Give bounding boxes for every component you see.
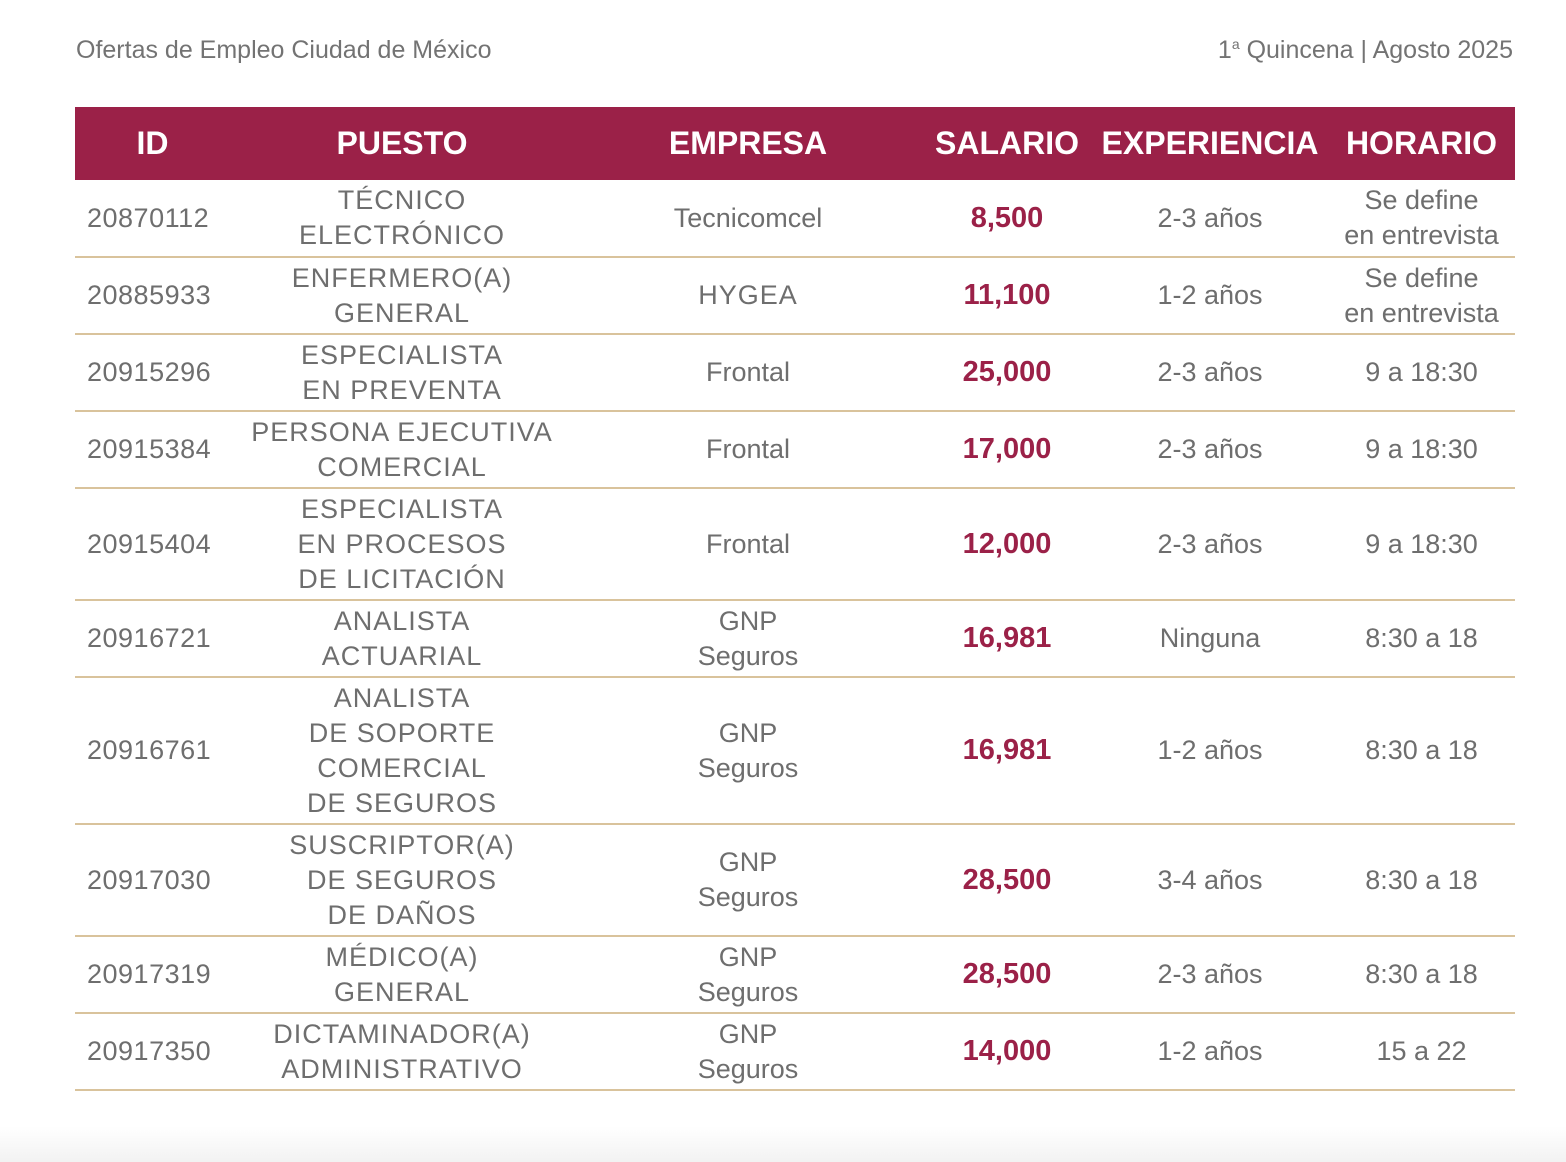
period-ordinal: a [1231,36,1240,52]
cell-salario: 17,000 [922,411,1092,488]
cell-puesto: DICTAMINADOR(A) ADMINISTRATIVO [230,1013,574,1090]
table-row [75,677,1515,824]
column-header-empresa: EMPRESA [574,107,922,180]
table-row [75,257,1515,334]
table-row [75,488,1515,600]
period-label [1218,36,1513,65]
cell-puesto: ESPECIALISTA EN PREVENTA [230,334,574,411]
column-header-experiencia: EXPERIENCIA [1092,107,1328,180]
cell-salario: 16,981 [922,600,1092,677]
cell-salario: 16,981 [922,677,1092,824]
cell-empresa: GNP Seguros [574,600,922,677]
cell-id: 20916721 [75,600,230,677]
cell-id: 20915384 [75,411,230,488]
cell-experiencia: 1-2 años [1092,677,1328,824]
column-header-id: ID [75,107,230,180]
cell-puesto: SUSCRIPTOR(A) DE SEGUROS DE DAÑOS [230,824,574,936]
cell-horario: 9 a 18:30 [1328,411,1515,488]
cell-horario: Se define en entrevista [1328,257,1515,334]
cell-horario: 8:30 a 18 [1328,936,1515,1013]
cell-horario: 8:30 a 18 [1328,824,1515,936]
page-title: Ofertas de Empleo Ciudad de México [76,36,492,64]
cell-horario: 9 a 18:30 [1328,334,1515,411]
table-row [75,1013,1515,1090]
period-number: 1 [1217,36,1232,64]
cell-puesto: PERSONA EJECUTIVA COMERCIAL [230,411,574,488]
cell-empresa: Tecnicomcel [574,180,922,257]
cell-experiencia: 2-3 años [1092,936,1328,1013]
cell-experiencia: 2-3 años [1092,334,1328,411]
cell-salario: 14,000 [922,1013,1092,1090]
cell-puesto: ESPECIALISTA EN PROCESOS DE LICITACIÓN [230,488,574,600]
cell-horario: 8:30 a 18 [1328,600,1515,677]
cell-experiencia: Ninguna [1092,600,1328,677]
cell-experiencia: 2-3 años [1092,180,1328,257]
cell-puesto: MÉDICO(A) GENERAL [230,936,574,1013]
cell-id: 20915404 [75,488,230,600]
cell-experiencia: 1-2 años [1092,1013,1328,1090]
column-header-horario: HORARIO [1328,107,1515,180]
table-header-row [75,107,1515,180]
cell-horario: 9 a 18:30 [1328,488,1515,600]
cell-empresa: Frontal [574,488,922,600]
cell-id: 20885933 [75,257,230,334]
cell-empresa: Frontal [574,411,922,488]
cell-id: 20916761 [75,677,230,824]
table-row [75,180,1515,257]
cell-puesto: ANALISTA DE SOPORTE COMERCIAL DE SEGUROS [230,677,574,824]
cell-empresa: Frontal [574,334,922,411]
table-row [75,824,1515,936]
cell-puesto: ANALISTA ACTUARIAL [230,600,574,677]
cell-salario: 11,100 [922,257,1092,334]
cell-horario: 15 a 22 [1328,1013,1515,1090]
cell-experiencia: 2-3 años [1092,488,1328,600]
table-row [75,411,1515,488]
table-row [75,936,1515,1013]
job-offers-table [75,107,1515,1091]
cell-empresa: GNP Seguros [574,936,922,1013]
cell-empresa: GNP Seguros [574,677,922,824]
cell-salario: 28,500 [922,936,1092,1013]
period-text: Quincena | Agosto 2025 [1239,36,1513,64]
cell-salario: 28,500 [922,824,1092,936]
cell-salario: 8,500 [922,180,1092,257]
cell-empresa: GNP Seguros [574,1013,922,1090]
cell-experiencia: 3-4 años [1092,824,1328,936]
table-row [75,334,1515,411]
cell-id: 20917030 [75,824,230,936]
cell-salario: 12,000 [922,488,1092,600]
cell-salario: 25,000 [922,334,1092,411]
column-header-puesto: PUESTO [230,107,574,180]
cell-horario: 8:30 a 18 [1328,677,1515,824]
cell-experiencia: 2-3 años [1092,411,1328,488]
cell-experiencia: 1-2 años [1092,257,1328,334]
cell-puesto: TÉCNICO ELECTRÓNICO [230,180,574,257]
cell-empresa: GNP Seguros [574,824,922,936]
cell-id: 20917350 [75,1013,230,1090]
cell-horario: Se define en entrevista [1328,180,1515,257]
cell-id: 20870112 [75,180,230,257]
cell-id: 20917319 [75,936,230,1013]
cell-puesto: ENFERMERO(A) GENERAL [230,257,574,334]
cell-id: 20915296 [75,334,230,411]
table-row [75,600,1515,677]
column-header-salario: SALARIO [922,107,1092,180]
page-bottom-edge [0,1126,1566,1162]
cell-empresa: HYGEA [574,257,922,334]
